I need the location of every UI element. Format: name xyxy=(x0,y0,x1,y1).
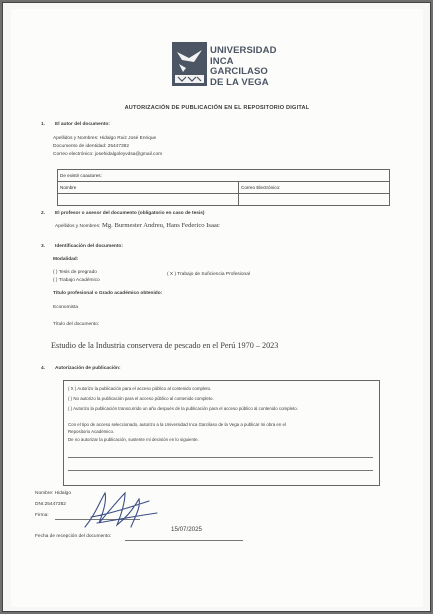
column-header-email: Correo Electrónico: xyxy=(241,185,281,190)
reason-line xyxy=(68,470,373,471)
coauthors-table xyxy=(57,169,390,206)
date-line xyxy=(125,540,243,541)
option-tesis-pregrado: ( ) Tesis de pregrado xyxy=(53,270,97,275)
authorization-option-1: ( X ) Autorizo la publicación para el acceso público al contenido completo. xyxy=(68,386,212,391)
section-1-heading: El autor del documento: xyxy=(55,122,110,127)
reason-line xyxy=(68,457,373,458)
handwritten-signature xyxy=(81,487,161,535)
authorization-option-3: ( ) Autorizo la publicación transcurrido un año después de la publicación para el acceso público al contenido completo. xyxy=(68,406,298,411)
option-suficiencia-profesional: ( X ) Trabajo de Suficiencia Profesional xyxy=(167,272,250,277)
advisor-name: Mg. Burmester Andreu, Hans Federico Isaac xyxy=(102,222,220,229)
advisor-label: Apellidos y Nombres: xyxy=(55,224,101,229)
section-4-heading: Autorización de publicación: xyxy=(55,366,121,371)
university-logo xyxy=(172,41,282,87)
document-page xyxy=(11,9,423,607)
author-email: Correo electrónico: josehidalgoleyvdsa@gmail.com xyxy=(53,152,163,157)
footer-firma-label: Firma: xyxy=(35,513,49,518)
table-row xyxy=(58,194,389,205)
section-1-number: 1. xyxy=(41,122,46,127)
table-row xyxy=(58,182,389,194)
title-profesional-label: Título profesional o Grado académico obtenido: xyxy=(53,291,163,296)
footer-name: Nombre: Hidalgo xyxy=(35,491,71,496)
document-frame xyxy=(2,2,431,612)
section-3-number: 3. xyxy=(41,244,46,249)
modalidad-label: Modalidad: xyxy=(53,257,79,262)
footer-fecha-value: 15/07/2025 xyxy=(171,526,202,533)
section-2-number: 2. xyxy=(41,211,46,216)
authorization-option-2: ( ) No autorizo la publicación para el acceso público al contenido completo. xyxy=(68,396,214,401)
document-title: AUTORIZACIÓN DE PUBLICACIÓN EN EL REPOSITORIO DIGITAL xyxy=(124,105,310,111)
document-title-value: Estudio de la Industria conservera de pescado en el Perú 1970 – 2023 xyxy=(51,341,279,350)
author-id: Documento de identidad: 25447382 xyxy=(53,144,130,149)
authorization-paragraph-2: Repositorio Académico. xyxy=(68,429,115,434)
document-title-label: Título del documento: xyxy=(53,322,100,327)
option-trabajo-academico: ( ) Trabajo Académico xyxy=(53,278,100,283)
column-header-name: Nombre xyxy=(60,185,77,190)
authorization-paragraph-1: Con el tipo de acceso seleccionado, autorizo a la Universidad Inca Garcilaso de la Vega a publicar mi obra en el xyxy=(68,422,286,427)
authorization-paragraph-3: De no autorizar la publicación, sustente mi decisión en lo siguiente. xyxy=(68,437,199,442)
authorization-box xyxy=(63,380,380,486)
section-4-number: 4. xyxy=(41,366,46,371)
coauthors-label: De existir coautores: xyxy=(60,173,102,178)
university-crest-icon xyxy=(172,42,207,86)
title-profesional-value: Economista xyxy=(53,305,79,310)
author-name: Apellidos y Nombres: Hidalgo Ruiz José Enrique xyxy=(53,136,157,141)
table-row xyxy=(58,170,389,182)
university-name: UNIVERSIDAD INCA GARCILASO DE LA VEGA xyxy=(210,45,277,88)
section-3-heading: Identificación del documento: xyxy=(55,244,123,249)
section-2-heading: El profesor o asesor del documento (obligatorio en caso de tesis) xyxy=(55,211,205,216)
footer-dni: DNI:25447382 xyxy=(35,502,66,507)
footer-fecha-label: Fecha de recepción del documento: xyxy=(35,534,112,539)
